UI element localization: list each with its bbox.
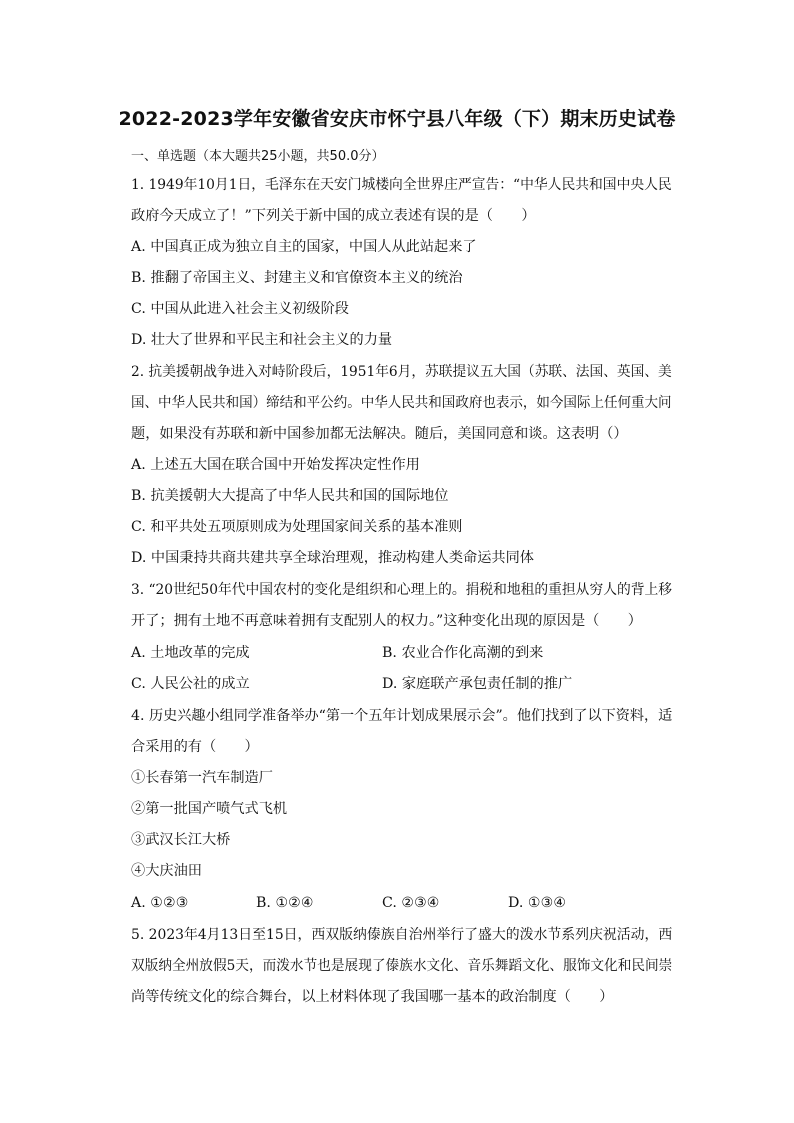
question-3-stem-line-2: 开了；拥有土地不再意味着拥有支配别人的权力。”这种变化出现的原因是（ ） bbox=[131, 613, 642, 629]
question-2-option-b: B. 抗美援朝大大提高了中华人民共和国的国际地位 bbox=[131, 488, 449, 504]
question-4-option-c: C. ②③④ bbox=[382, 895, 440, 911]
question-1-option-d: D. 壮大了世界和平民主和社会主义的力量 bbox=[131, 332, 393, 348]
question-2-stem-line-1: 2. 抗美援朝战争进入对峙阶段后，1951年6月，苏联提议五大国（苏联、法国、英国、美 bbox=[131, 364, 672, 380]
question-4-item-2: ②第一批国产喷气式飞机 bbox=[131, 801, 288, 817]
question-3-option-d: D. 家庭联产承包责任制的推广 bbox=[382, 676, 573, 692]
question-5-stem-line-1: 5. 2023年4月13日至15日，西双版纳傣族自治州举行了盛大的泼水节系列庆祝活动，西 bbox=[131, 927, 673, 943]
question-4-option-b: B. ①②④ bbox=[256, 895, 314, 911]
question-4-item-4: ④大庆油田 bbox=[131, 863, 202, 879]
question-4-stem-line-2: 合采用的有（ ） bbox=[131, 739, 259, 755]
question-1-option-b: B. 推翻了帝国主义、封建主义和官僚资本主义的统治 bbox=[131, 270, 463, 286]
question-1-stem-line-2: 政府今天成立了！”下列关于新中国的成立表述有误的是（ ） bbox=[131, 208, 536, 224]
question-3-option-c: C. 人民公社的成立 bbox=[131, 676, 250, 692]
question-2-option-a: A. 上述五大国在联合国中开始发挥决定性作用 bbox=[131, 457, 420, 473]
page-title: 2022-2023学年安徽省安庆市怀宁县八年级（下）期末历史试卷 bbox=[118, 108, 676, 130]
question-1-stem-line-1: 1. 1949年10月1日，毛泽东在天安门城楼向全世界庄严宣告：“中华人民共和国中央人民 bbox=[131, 177, 672, 193]
question-4-option-a: A. ①②③ bbox=[131, 895, 189, 911]
question-3-option-b: B. 农业合作化高潮的到来 bbox=[382, 645, 544, 661]
question-4-stem-line-1: 4. 历史兴趣小组同学准备举办“第一个五年计划成果展示会”。他们找到了以下资料，适 bbox=[131, 708, 673, 724]
question-1-option-c: C. 中国从此进入社会主义初级阶段 bbox=[131, 301, 349, 317]
question-4-option-d: D. ①③④ bbox=[508, 895, 567, 911]
question-5-stem-line-3: 尚等传统文化的综合舞台，以上材料体现了我国哪一基本的政治制度（ ） bbox=[131, 989, 614, 1005]
question-3-option-a: A. 土地改革的完成 bbox=[131, 645, 250, 661]
question-3-stem-line-1: 3. “20世纪50年代中国农村的变化是组织和心理上的。捐税和地租的重担从穷人的背上移 bbox=[131, 582, 672, 598]
question-1-option-a: A. 中国真正成为独立自主的国家，中国人从此站起来了 bbox=[131, 239, 477, 255]
section-heading: 一、单选题（本大题共25小题，共50.0分） bbox=[131, 149, 385, 164]
question-2-stem-line-3: 题，如果没有苏联和新中国参加都无法解决。随后，美国同意和谈。这表明（） bbox=[131, 426, 628, 442]
question-2-option-d: D. 中国秉持共商共建共享全球治理观，推动构建人类命运共同体 bbox=[131, 550, 534, 566]
question-5-stem-line-2: 双版纳全州放假5天，而泼水节也是展现了傣族水文化、音乐舞蹈文化、服饰文化和民间崇 bbox=[131, 958, 673, 974]
question-4-item-1: ①长春第一汽车制造厂 bbox=[131, 770, 273, 786]
question-2-stem-line-2: 国、中华人民共和国）缔结和平公约。中华人民共和国政府也表示，如今国际上任何重大问 bbox=[131, 395, 672, 411]
question-4-item-3: ③武汉长江大桥 bbox=[131, 832, 231, 848]
question-2-option-c: C. 和平共处五项原则成为处理国家间关系的基本准则 bbox=[131, 519, 463, 535]
